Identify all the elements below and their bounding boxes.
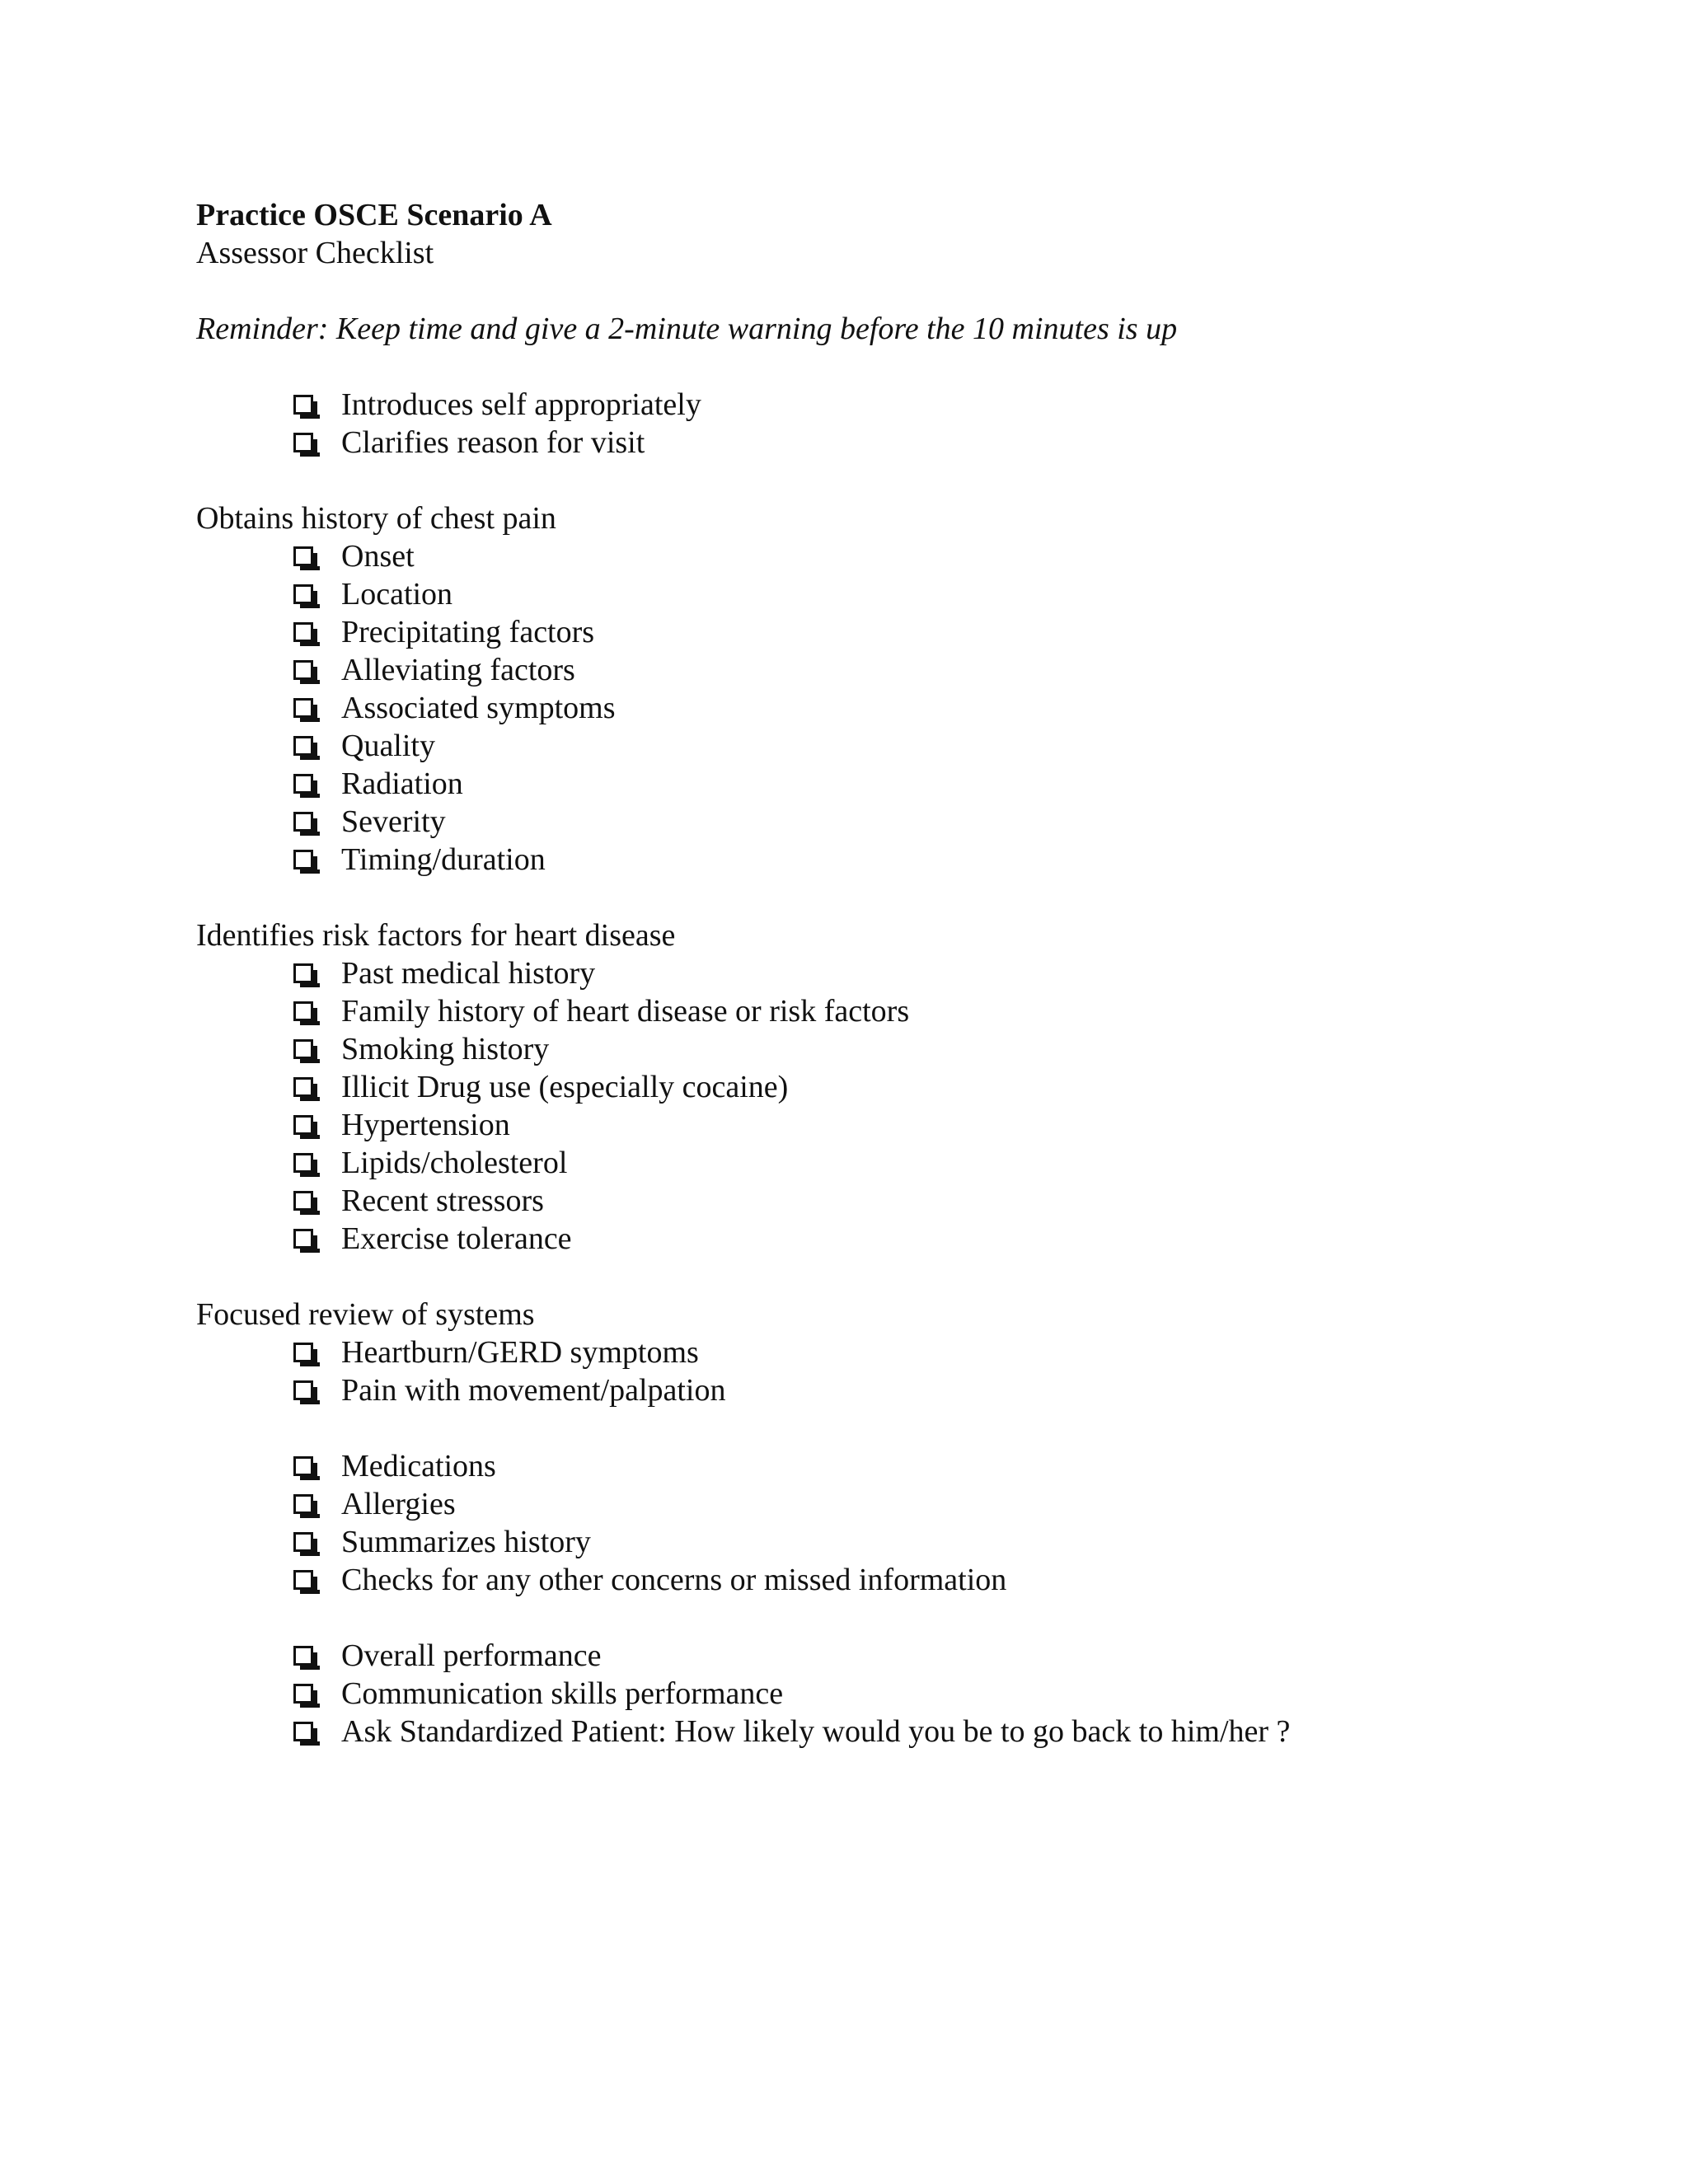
- checklist-item[interactable]: [293, 1485, 1531, 1523]
- spacer: [196, 1599, 1531, 1637]
- checklist-item-label: Location: [341, 577, 453, 612]
- checklist-item-label: Precipitating factors: [341, 615, 595, 649]
- checklist-item-label: Pain with movement/palpation: [341, 1373, 726, 1408]
- checklist-item-label: Quality: [341, 729, 435, 763]
- checklist-item[interactable]: [293, 689, 1531, 727]
- checklist-item-label: Overall performance: [341, 1638, 602, 1673]
- checkbox-icon[interactable]: [293, 736, 313, 756]
- document-title: Practice OSCE Scenario A: [196, 198, 552, 232]
- checklist-item[interactable]: [293, 1561, 1531, 1599]
- checklist-item-label: Timing/duration: [341, 842, 546, 877]
- checkbox-icon[interactable]: [293, 1684, 313, 1704]
- checkbox-icon[interactable]: [293, 1646, 313, 1666]
- checklist-item[interactable]: [293, 954, 1531, 992]
- checkbox-icon[interactable]: [293, 812, 313, 832]
- checklist-item-label: Radiation: [341, 766, 463, 801]
- checklist-item-label: Severity: [341, 804, 446, 839]
- checklist-item-label: Smoking history: [341, 1032, 550, 1066]
- risk-factors-checklist: [196, 954, 1531, 1258]
- checklist-item[interactable]: [293, 1333, 1531, 1371]
- checkbox-icon[interactable]: [293, 622, 313, 642]
- checkbox-icon[interactable]: [293, 698, 313, 718]
- checklist-item-label: Past medical history: [341, 956, 596, 991]
- checklist-item[interactable]: [293, 841, 1531, 879]
- checklist-item-label: Family history of heart disease or risk factors: [341, 994, 910, 1029]
- checklist-item-label: Medications: [341, 1449, 496, 1483]
- section-heading-chest-pain: Obtains history of chest pain: [196, 501, 556, 536]
- checkbox-icon[interactable]: [293, 1001, 313, 1021]
- checklist-item[interactable]: [293, 1030, 1531, 1068]
- checklist-item[interactable]: [293, 1068, 1531, 1106]
- checkbox-icon[interactable]: [293, 1722, 313, 1741]
- checklist-item[interactable]: [293, 1523, 1531, 1561]
- checklist-item-label: Clarifies reason for visit: [341, 425, 645, 460]
- general-checklist: [196, 1447, 1531, 1599]
- checklist-item[interactable]: [293, 651, 1531, 689]
- spacer: [196, 1258, 1531, 1296]
- checklist-item[interactable]: [293, 1144, 1531, 1182]
- checklist-item[interactable]: [293, 537, 1531, 575]
- checklist-page: [196, 196, 1531, 1750]
- checkbox-icon[interactable]: [293, 1153, 313, 1173]
- document-subtitle: Assessor Checklist: [196, 236, 434, 270]
- checkbox-icon[interactable]: [293, 1077, 313, 1097]
- performance-checklist: [196, 1637, 1531, 1750]
- spacer: [196, 462, 1531, 499]
- checklist-item-label: Checks for any other concerns or missed information: [341, 1563, 1007, 1597]
- checklist-item[interactable]: [293, 613, 1531, 651]
- checkbox-icon[interactable]: [293, 963, 313, 983]
- checkbox-icon[interactable]: [293, 1494, 313, 1514]
- checklist-item-label: Onset: [341, 539, 415, 574]
- checkbox-icon[interactable]: [293, 1456, 313, 1476]
- checklist-item-label: Communication skills performance: [341, 1676, 784, 1711]
- checklist-item[interactable]: [293, 1713, 1531, 1750]
- checklist-item[interactable]: [293, 1106, 1531, 1144]
- checklist-item-label: Exercise tolerance: [341, 1221, 572, 1256]
- checkbox-icon[interactable]: [293, 1191, 313, 1211]
- checkbox-icon[interactable]: [293, 1380, 313, 1400]
- checklist-item[interactable]: [293, 1182, 1531, 1220]
- checklist-item-label: Heartburn/GERD symptoms: [341, 1335, 699, 1370]
- checklist-item[interactable]: [293, 1371, 1531, 1409]
- checklist-item[interactable]: [293, 386, 1531, 424]
- checklist-item-label: Lipids/cholesterol: [341, 1146, 568, 1180]
- checkbox-icon[interactable]: [293, 584, 313, 604]
- spacer: [196, 1409, 1531, 1447]
- checkbox-icon[interactable]: [293, 1039, 313, 1059]
- checklist-item-label: Illicit Drug use (especially cocaine): [341, 1070, 789, 1104]
- checklist-item[interactable]: [293, 1220, 1531, 1258]
- checklist-item-label: Summarizes history: [341, 1525, 591, 1559]
- checkbox-icon[interactable]: [293, 850, 313, 869]
- checklist-item-label: Alleviating factors: [341, 653, 575, 687]
- intro-checklist: [196, 386, 1531, 462]
- spacer: [196, 879, 1531, 916]
- checkbox-icon[interactable]: [293, 395, 313, 415]
- checklist-item-label: Hypertension: [341, 1108, 510, 1142]
- reminder-note: Reminder: Keep time and give a 2-minute warning before the 10 minutes is up: [196, 312, 1178, 346]
- checklist-item-label: Ask Standardized Patient: How likely would you be to go back to him/her ?: [341, 1714, 1291, 1749]
- checklist-item[interactable]: [293, 727, 1531, 765]
- checkbox-icon[interactable]: [293, 1115, 313, 1135]
- checklist-item-label: Allergies: [341, 1487, 456, 1521]
- chest-pain-checklist: [196, 537, 1531, 879]
- checklist-item[interactable]: [293, 424, 1531, 462]
- section-heading-review-of-systems: Focused review of systems: [196, 1297, 535, 1332]
- review-of-systems-checklist: [196, 1333, 1531, 1409]
- checklist-item-label: Introduces self appropriately: [341, 387, 701, 422]
- checkbox-icon[interactable]: [293, 1532, 313, 1552]
- checklist-item[interactable]: [293, 1675, 1531, 1713]
- checkbox-icon[interactable]: [293, 774, 313, 794]
- checklist-item[interactable]: [293, 575, 1531, 613]
- checklist-item[interactable]: [293, 992, 1531, 1030]
- checkbox-icon[interactable]: [293, 546, 313, 566]
- spacer: [196, 348, 1531, 386]
- checkbox-icon[interactable]: [293, 1570, 313, 1590]
- checkbox-icon[interactable]: [293, 660, 313, 680]
- checklist-item-label: Associated symptoms: [341, 691, 616, 725]
- checklist-item[interactable]: [293, 803, 1531, 841]
- checklist-item[interactable]: [293, 1447, 1531, 1485]
- checkbox-icon[interactable]: [293, 1343, 313, 1362]
- section-heading-risk-factors: Identifies risk factors for heart disease: [196, 918, 676, 953]
- checklist-item-label: Recent stressors: [341, 1183, 544, 1218]
- checkbox-icon[interactable]: [293, 433, 313, 452]
- checklist-item[interactable]: [293, 765, 1531, 803]
- checklist-item[interactable]: [293, 1637, 1531, 1675]
- checkbox-icon[interactable]: [293, 1229, 313, 1249]
